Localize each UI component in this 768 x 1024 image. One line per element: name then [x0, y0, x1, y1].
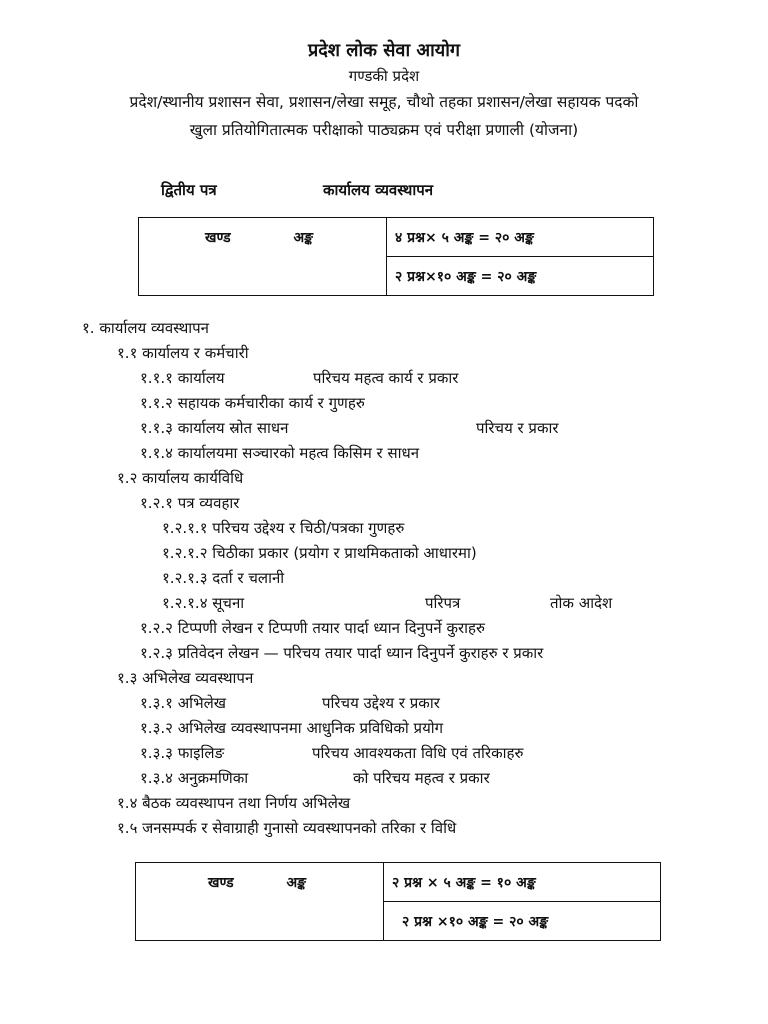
syllabus-item	[140, 493, 239, 513]
syllabus-item	[140, 768, 248, 788]
syllabus-item	[162, 593, 244, 613]
marks-table-1-header	[139, 218, 387, 296]
syllabus-item-number: १.२.१.३	[162, 569, 208, 587]
syllabus-item-text: फाइलिङ	[177, 744, 225, 762]
syllabus-item	[140, 643, 543, 663]
syllabus-item	[117, 668, 253, 688]
syllabus-item-text: प्रतिवेदन लेखन — परिचय तयार पार्दा ध्यान दिनुपर्ने कुराहरु र प्रकार	[177, 644, 544, 662]
marks-row-2: २ प्रश्न ×१० अङ्क = २० अङ्क	[384, 902, 661, 941]
syllabus-item-text: पत्र व्यवहार	[177, 494, 240, 512]
syllabus-item-text: अभिलेख	[177, 694, 227, 712]
syllabus-item-text: कार्यालय र कर्मचारी	[142, 344, 249, 362]
syllabus-item	[162, 518, 404, 538]
syllabus-item-subtopic: परिचय उद्देश्य र प्रकार	[322, 694, 440, 712]
section-column-label: खण्ड	[205, 230, 231, 246]
syllabus-item-number: १.१.४	[140, 444, 173, 462]
syllabus-item-text: कार्यालयमा सञ्चारको महत्व किसिम र साधन	[177, 444, 420, 462]
syllabus-item-number: १.२.३	[140, 644, 173, 662]
syllabus-item-text: दर्ता र चलानी	[212, 569, 285, 587]
marks-table-1	[138, 217, 654, 296]
syllabus-item	[140, 618, 485, 638]
syllabus-item-text: अभिलेख व्यवस्थापनमा आधुनिक प्रविधिको प्रयोग	[177, 719, 444, 737]
syllabus-item-number: १.५	[117, 819, 138, 837]
syllabus-item	[140, 443, 419, 463]
syllabus-item-text: अनुक्रमणिका	[177, 769, 249, 787]
syllabus-item-subtopic: तोक आदेश	[550, 594, 613, 612]
syllabus-item-number: १.२.१.४	[162, 594, 208, 612]
syllabus-item-text: कार्यालय	[177, 369, 225, 387]
syllabus-item-subtopic: परिचय महत्व कार्य र प्रकार	[313, 369, 459, 387]
syllabus-item-number: १.२.१.१	[162, 519, 208, 537]
syllabus-item-text: कार्यालय स्रोत साधन	[177, 419, 289, 437]
marks-table-2-header	[136, 863, 384, 941]
syllabus-item-text: बैठक व्यवस्थापन तथा निर्णय अभिलेख	[142, 794, 351, 812]
syllabus-item-number: १.१.१	[140, 369, 173, 387]
syllabus-item	[117, 468, 243, 488]
marks-column-label: अङ्क	[293, 230, 314, 246]
document-title: प्रदेश लोक सेवा आयोग	[308, 40, 460, 61]
syllabus-item-subtopic: को परिचय महत्व र प्रकार	[353, 769, 490, 787]
paper-name: कार्यालय व्यवस्थापन	[323, 181, 434, 199]
syllabus-item	[82, 318, 209, 338]
marks-row-2: २ प्रश्न×१० अङ्क = २० अङ्क	[387, 257, 654, 296]
syllabus-item-text: सहायक कर्मचारीका कार्य र गुणहरु	[177, 394, 365, 412]
syllabus-item	[140, 718, 443, 738]
syllabus-item	[140, 693, 226, 713]
syllabus-item	[117, 818, 456, 838]
description-line-1: प्रदेश/स्थानीय प्रशासन सेवा, प्रशासन/लेखा समूह, चौथो तहका प्रशासन/लेखा सहायक पदको	[129, 93, 639, 111]
paper-label: द्वितीय पत्र	[161, 181, 217, 199]
syllabus-item-subtopic: परिपत्र	[425, 594, 461, 612]
syllabus-item	[140, 393, 365, 413]
syllabus-item	[117, 343, 249, 363]
syllabus-item-number: १.२.१.२	[162, 544, 208, 562]
syllabus-item	[162, 568, 284, 588]
syllabus-item	[140, 368, 225, 388]
syllabus-item-subtopic: परिचय र प्रकार	[476, 419, 559, 437]
syllabus-item-number: १.३.१	[140, 694, 173, 712]
syllabus-item-text: चिठीका प्रकार (प्रयोग र प्राथमिकताको आधारमा)	[212, 544, 477, 562]
syllabus-item	[140, 418, 288, 438]
syllabus-item	[117, 793, 350, 813]
syllabus-item	[162, 543, 477, 563]
syllabus-item-number: १.३.३	[140, 744, 173, 762]
marks-row-1: २ प्रश्न × ५ अङ्क = १० अङ्क	[384, 863, 661, 902]
marks-table-2	[135, 862, 661, 941]
syllabus-item-number: १.	[82, 319, 95, 337]
marks-row-1: ४ प्रश्न× ५ अङ्क = २० अङ्क	[387, 218, 654, 257]
syllabus-item-number: १.१.२	[140, 394, 173, 412]
document-subtitle: गण्डकी प्रदेश	[348, 67, 420, 85]
syllabus-item-number: १.३.२	[140, 719, 173, 737]
syllabus-item-number: १.२.२	[140, 619, 173, 637]
syllabus-item-number: १.३	[117, 669, 138, 687]
syllabus-item-text: जनसम्पर्क र सेवाग्राही गुनासो व्यवस्थापनको तरिका र विधि	[142, 819, 457, 837]
syllabus-item-text: कार्यालय कार्यविधि	[142, 469, 244, 487]
marks-column-label: अङ्क	[286, 875, 307, 891]
syllabus-item-subtopic: परिचय आवश्यकता विधि एवं तरिकाहरु	[312, 744, 524, 762]
syllabus-item	[140, 743, 224, 763]
description-line-2: खुला प्रतियोगितात्मक परीक्षाको पाठ्यक्रम एवं परीक्षा प्रणाली (योजना)	[189, 121, 579, 139]
syllabus-item-number: १.१	[117, 344, 138, 362]
section-column-label: खण्ड	[208, 875, 234, 891]
syllabus-item-text: सूचना	[212, 594, 245, 612]
syllabus-item-number: १.२.१	[140, 494, 173, 512]
syllabus-item-number: १.३.४	[140, 769, 173, 787]
syllabus-item-text: अभिलेख व्यवस्थापन	[142, 669, 254, 687]
syllabus-item-number: १.१.३	[140, 419, 173, 437]
syllabus-item-number: १.२	[117, 469, 138, 487]
syllabus-item-text: कार्यालय व्यवस्थापन	[99, 319, 210, 337]
syllabus-item-text: टिप्पणी लेखन र टिप्पणी तयार पार्दा ध्यान दिनुपर्ने कुराहरु	[177, 619, 485, 637]
syllabus-item-text: परिचय उद्देश्य र चिठी/पत्रका गुणहरु	[212, 519, 405, 537]
syllabus-item-number: १.४	[117, 794, 138, 812]
